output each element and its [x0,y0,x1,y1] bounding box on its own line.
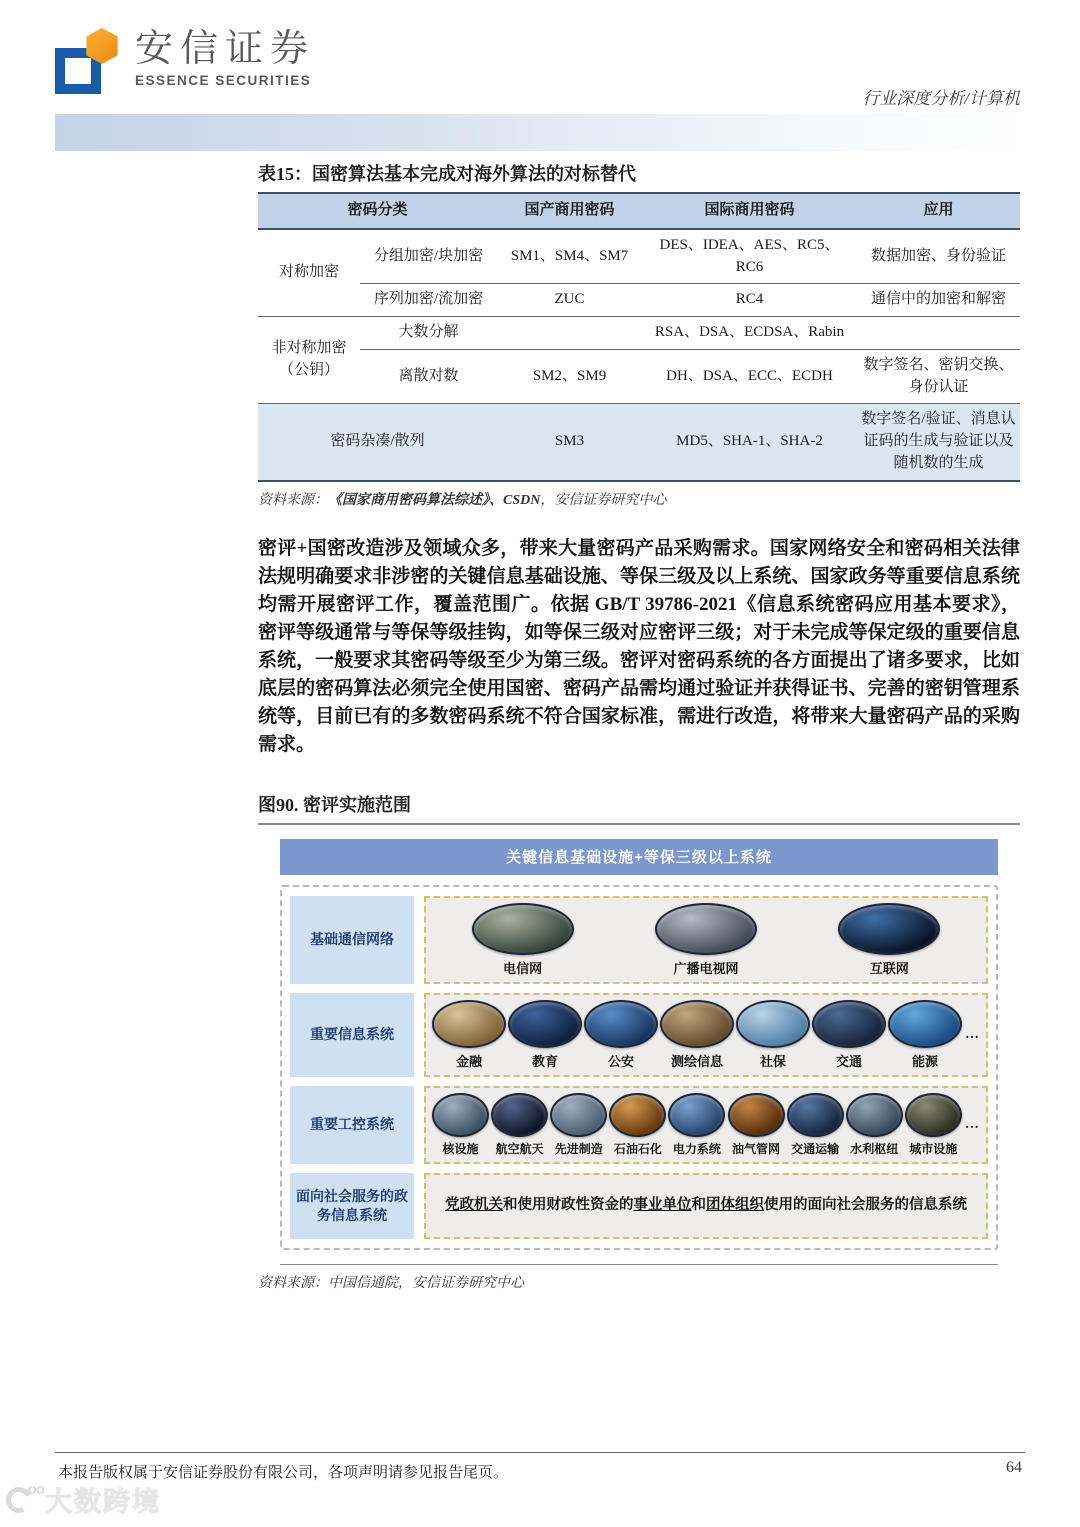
header-divider-bar [55,114,1080,151]
group-cell-asymmetric: 非对称加密（公钥） [258,317,360,404]
table-source [258,489,1020,509]
footer-divider [55,1452,1025,1453]
table-cell: MD5、SHA-1、SHA-2 [642,404,857,481]
table-cell: 分组加密/块加密 [360,229,497,284]
table-cell: DH、DSA、ECC、ECDH [642,349,857,404]
oil-gas-pipeline-label: 油气管网 [732,1141,781,1156]
table-cell: 数据加密、身份验证 [857,229,1020,284]
crypto-algorithms-table [258,192,1020,482]
figure-item-internet [838,903,940,977]
transportation-image [812,1000,886,1048]
table-cell: 数字签名/验证、消息认证码的生成与验证以及随机数的生成 [857,404,1020,481]
gov-text-segment: 和 [691,1196,706,1213]
figure-item-oil-gas-pipeline [728,1093,785,1157]
table-cell: ZUC [497,284,642,317]
aerospace-image [491,1093,548,1137]
brand-name-cn: 安信证券 [135,28,316,70]
transportation-label: 交通 [835,1053,862,1069]
broadcast-tv-network-label: 广播电视网 [673,960,739,976]
finance-label: 金融 [455,1053,482,1069]
header-cell: 国际商用密码 [642,193,857,229]
gov-keyword: 团体组织 [706,1196,764,1213]
transport-logistics-label: 交通运输 [791,1141,840,1156]
figure-row [290,1086,988,1164]
table-cell: SM2、SM9 [497,349,642,404]
header-cell: 国产商用密码 [497,193,642,229]
social-security-image [736,1000,810,1048]
social-security-label: 社保 [759,1053,786,1069]
table-cell: 大数分解 [360,317,497,350]
table-cell: 离散对数 [360,349,497,404]
table-cell: 数字签名、密钥交换、身份认证 [857,349,1020,404]
public-security-image [584,1000,658,1048]
header-cell: 应用 [857,193,1020,229]
header-cell: 密码分类 [258,193,497,229]
figure-item-water-conservancy [846,1093,903,1157]
water-conservancy-image [846,1093,903,1137]
source-text: 中国信通院，安信证券研究中心 [328,1275,524,1291]
table-title: 表15：国密算法基本完成对海外算法的对标替代 [258,164,636,184]
row-label: 重要工控系统 [290,1086,414,1164]
gov-keyword: 党政机关 [445,1196,503,1213]
table-row [258,349,1020,404]
figure-row [290,896,988,984]
table-cell [857,317,1020,350]
figure-row [290,993,988,1077]
petroleum-petrochemical-image [609,1093,666,1137]
public-security-label: 公安 [607,1053,634,1069]
energy-label: 能源 [911,1053,938,1069]
brand-name-en: ESSENCE SECURITIES [135,72,312,88]
table-row-hash [258,404,1020,481]
figure-bottom-rule [280,1264,998,1265]
figure-item-finance [432,1000,506,1070]
gov-text-segment: 使用的面向社会服务的信息系统 [764,1196,967,1213]
education-label: 教育 [531,1053,558,1069]
table-cell [497,317,642,350]
gov-row-text [424,1173,988,1239]
oil-gas-pipeline-image [728,1093,785,1137]
table-cell: 通信中的加密和解密 [857,284,1020,317]
figure-item-telecom-network [472,903,574,977]
nuclear-facility-label: 核设施 [442,1141,479,1156]
figure-item-social-security [736,1000,810,1070]
table-cell: SM1、SM4、SM7 [497,229,642,284]
gov-keyword: 事业单位 [633,1196,692,1213]
energy-image [888,1000,962,1048]
table-cell: 序列加密/流加密 [360,284,497,317]
group-cell-symmetric: 对称加密 [258,229,360,317]
source-suffix: ，安信证券研究中心 [540,492,667,508]
nuclear-facility-image [432,1093,489,1137]
figure-item-nuclear-facility [432,1093,489,1157]
advanced-manufacturing-image [550,1093,607,1137]
group-cell-hash: 密码杂凑/散列 [258,404,497,481]
advanced-manufacturing-label: 先进制造 [554,1141,603,1156]
watermark-text: 大数跨境 [45,1487,161,1517]
education-image [508,1000,582,1048]
page-number: 64 [1006,1459,1022,1476]
water-conservancy-label: 水利枢纽 [850,1141,899,1156]
figure-item-petroleum-petrochemical [609,1093,666,1157]
figure-title: 图90. 密评实施范围 [258,791,1020,825]
row-label: 基础通信网络 [290,896,414,984]
petroleum-petrochemical-label: 石油石化 [613,1141,662,1156]
gov-text-segment: 和使用财政性资金的 [503,1196,634,1213]
row-label: 面向社会服务的政务信息系统 [290,1173,414,1239]
watermark-icon: oo [6,1483,40,1517]
report-category: 行业深度分析/计算机 [862,89,1020,108]
table-cell: SM3 [497,404,642,481]
row-items [424,896,988,984]
urban-facilities-image [905,1093,962,1137]
row-items [424,1086,988,1164]
figure-item-public-security [584,1000,658,1070]
figure-item-education [508,1000,582,1070]
figure-item-urban-facilities [905,1093,962,1157]
figure-item-broadcast-tv-network [655,903,757,977]
aerospace-label: 航空航天 [495,1141,544,1156]
internet-image [838,903,940,955]
figure-diagram [280,839,998,1265]
finance-image [432,1000,506,1048]
urban-facilities-label: 城市设施 [909,1141,958,1156]
figure-item-transport-logistics [787,1093,844,1157]
figure-banner: 关键信息基础设施+等保三级以上系统 [280,839,998,875]
table-cell: DES、IDEA、AES、RC5、RC6 [642,229,857,284]
power-system-image [668,1093,725,1137]
figure-item-energy [888,1000,962,1070]
source-prefix: 资料来源： [258,1275,328,1291]
broadcast-tv-network-image [655,903,757,955]
internet-label: 互联网 [869,960,909,976]
table-cell: RC4 [642,284,857,317]
brand-logo-icon [55,28,119,96]
telecom-network-label: 电信网 [503,960,543,976]
brand-logo [55,28,315,96]
figure-rows [280,885,998,1250]
more-items-ellipsis: … [964,1116,979,1132]
content-column [258,160,1020,1292]
more-items-ellipsis: … [965,1026,979,1042]
figure-item-transportation [812,1000,886,1070]
source-references: 《国家商用密码算法综述》、CSDN [328,492,541,508]
figure-item-surveying-mapping [660,1000,734,1070]
source-prefix: 资料来源： [258,492,328,508]
footer-copyright: 本报告版权属于安信证券股份有限公司，各项声明请参见报告尾页。 [58,1465,509,1481]
surveying-mapping-image [660,1000,734,1048]
row-items [424,993,988,1077]
figure-item-power-system [668,1093,725,1157]
watermark [6,1480,161,1519]
row-label: 重要信息系统 [290,993,414,1077]
table-row [258,317,1020,350]
figure-item-aerospace [491,1093,548,1157]
power-system-label: 电力系统 [672,1141,721,1156]
figure-item-advanced-manufacturing [550,1093,607,1157]
figure-row-government [290,1173,988,1239]
telecom-network-image [472,903,574,955]
table-header-row [258,193,1020,229]
table-row [258,229,1020,284]
table-row [258,284,1020,317]
figure-source [258,1272,1020,1292]
table-cell: RSA、DSA、ECDSA、Rabin [642,317,857,350]
surveying-mapping-label: 测绘信息 [670,1053,723,1069]
transport-logistics-image [787,1093,844,1137]
body-paragraph: 密评+国密改造涉及领域众多，带来大量密码产品采购需求。国家网络安全和密码相关法律法规明确要求非涉密的关键信息基础设施、等保三级及以上系统、国家政务等重要信息系统均需开展密评工作，覆盖范围广。依据 GB/T 39786-2021《信息系统密码应用基本要求》，密评等级通常与等保等级挂钩，如等保三级对应密评三级；对于未完成等保定级的重要信息系统，一般要求其密码等级至少为第三级。密评对密码系统的各方面提出了诸多要求，比如底层的密码算法必须完全使用国密、密码产品需均通过验证并获得证书、完善的密钥管理系统等，目前已有的多数密码系统不符合国家标准，需进行改造，将带来大量密码产品的采购需求。 [258,537,1020,755]
